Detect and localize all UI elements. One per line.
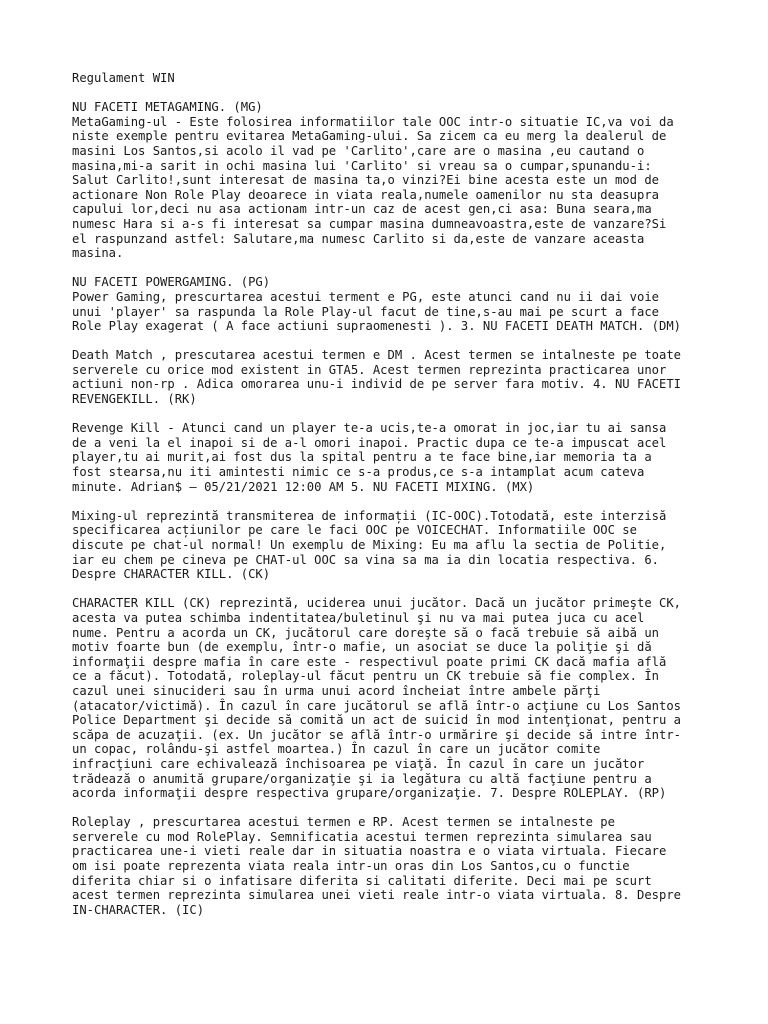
roleplay-section: [72, 815, 712, 917]
text-line: IN-CHARACTER. (IC): [72, 902, 205, 917]
deathmatch-section: [72, 348, 712, 406]
text-line: el raspunzand astfel: Salutare,ma numesc Carlito si da,este de vanzare aceasta: [72, 231, 645, 246]
text-line: Despre CHARACTER KILL. (CK): [72, 567, 271, 582]
text-line: de a veni la el inapoi si de a-l omori inapoi. Practic dupa ce te-a impuscat acel: [72, 435, 667, 450]
text-line: cazul unei sinucideri sau în urma unui acord încheiat între ambele părţi: [72, 683, 601, 698]
text-line: Death Match , prescutarea acestui termen e DM . Acest termen se intalneste pe toate: [72, 348, 682, 363]
text-line: iar eu chem pe cineva pe CHAT-ul OOC sa vina sa ma ia din locatia respectiva. 6.: [72, 552, 659, 567]
text-line: numesc Hara si a-s fi interesat sa cumpar masina dumneavoastra,este de vanzare?Si: [72, 216, 667, 231]
text-line: practicarea une-i vieti reale dar in situatia noastra e o viata virtuala. Fiecare: [72, 844, 667, 859]
text-line: trădează o anumită grupare/organizaţie şi ia legătura cu altă facţiune pentru a: [72, 771, 652, 786]
text-line: actiuni non-rp . Adica omorarea unu-i individ de pe server fara motiv. 4. NU FACETI: [72, 377, 682, 392]
text-line: motiv foarte bun (de exemplu, într-o mafie, un asociat se duce la poliţie şi dă: [72, 640, 652, 655]
text-line: masina,mi-a sarit in ochi masina lui 'Carlito' si vreau sa o cumpar,spunandu-i:: [72, 158, 652, 173]
metagaming-section: [72, 100, 712, 261]
text-line: Police Department şi decide să comită un act de suicid în mod intenţionat, pentru a: [72, 713, 682, 728]
text-line: minute. Adrian$ — 05/21/2021 12:00 AM 5. NU FACETI MIXING. (MX): [72, 479, 535, 494]
text-line: un copac, rolându-şi astfel moartea.) În cazul în care un jucător comite: [72, 742, 601, 757]
text-line: masini Los Santos,si acolo il vad pe 'Carlito',care are o masina ,eu cautand o: [72, 143, 645, 158]
text-line: Mixing-ul reprezintă transmiterea de informații (IC-OOC).Totodată, este interzisă: [72, 508, 667, 523]
text-line: ce a făcut). Totodată, roleplay-ul făcut pentru un CK trebuie să fie complex. În: [72, 669, 659, 684]
text-line: diferita chiar si o infatisare diferita si calitati diferite. Deci mai pe scurt: [72, 873, 652, 888]
text-line: actionare Non Role Play deoarece in viata reala,numele oamenilor nu sta deasupra: [72, 187, 659, 202]
text-line: acest termen reprezinta simularea unei vieti reale intr-o viata virtuala. 8. Despre: [72, 888, 682, 903]
mixing-section: [72, 509, 712, 582]
text-line: CHARACTER KILL (CK) reprezintă, uciderea unui jucător. Dacă un jucător primeşte CK,: [72, 596, 682, 611]
text-line: acorda informaţii despre respectiva grupare/organizaţie. 7. Despre ROLEPLAY. (RP): [72, 786, 667, 801]
text-line: fost stearsa,nu iti amintesti nimic ce s-a produs,ce s-a intamplat acum cateva: [72, 465, 645, 480]
text-line: serverele cu orice mod existent in GTA5. Acest termen reprezinta practicarea unor: [72, 362, 667, 377]
document-page: [72, 71, 712, 932]
text-line: Roleplay , prescurtarea acestui termen e RP. Acest termen se intalneste pe: [72, 815, 615, 830]
characterkill-section: [72, 596, 712, 800]
text-line: nume. Pentru a acorda un CK, jucătorul care doreşte să o facă trebuie să aibă un: [72, 625, 659, 640]
powergaming-section: [72, 275, 712, 333]
revengekill-section: [72, 421, 712, 494]
text-line: Role Play exagerat ( A face actiuni supraomenesti ). 3. NU FACETI DEATH MATCH. (DM): [72, 319, 682, 334]
text-line: informaţii despre mafia în care este - respectivul poate primi CK dacă mafia află: [72, 654, 667, 669]
text-line: unui 'player' sa raspunda la Role Play-ul facut de tine,s-au mai pe scurt a face: [72, 304, 659, 319]
text-line: REVENGEKILL. (RK): [72, 392, 197, 407]
text-line: infracţiuni care echivalează închisoarea pe viaţă. În cazul în care un jucător: [72, 756, 645, 771]
text-line: MetaGaming-ul - Este folosirea informatiilor tale OOC intr-o situatie IC,va voi da: [72, 114, 674, 129]
text-line: capului lor,deci nu asa actionam intr-un caz de acest gen,ci asa: Buna seara,ma: [72, 202, 652, 217]
text-line: (atacator/victimă). În cazul în care jucătorul se află într-o acţiune cu Los Santos: [72, 698, 682, 713]
text-line: Power Gaming, prescurtarea acestui terment e PG, este atunci cand nu ii dai voie: [72, 289, 659, 304]
text-line: NU FACETI POWERGAMING. (PG): [72, 275, 271, 290]
document-body: [72, 100, 712, 917]
text-line: Revenge Kill - Atunci cand un player te-a ucis,te-a omorat in joc,iar tu ai sansa: [72, 421, 667, 436]
text-line: NU FACETI METAGAMING. (MG): [72, 100, 263, 115]
text-line: specificarea acțiunilor pe care le faci OOC pe VOICECHAT. Informatiile OOC se: [72, 523, 637, 538]
text-line: om isi poate reprezenta viata reala intr-un oras din Los Santos,cu o functie: [72, 859, 630, 874]
text-line: player,tu ai murit,ai fost dus la spital pentru a te face bine,iar memoria ta a: [72, 450, 652, 465]
document-title: Regulament WIN: [72, 71, 175, 85]
text-line: Salut Carlito!,sunt interesat de masina ta,o vinzi?Ei bine acesta este un mod de: [72, 173, 659, 188]
text-line: masina.: [72, 246, 124, 261]
text-line: niste exemple pentru evitarea MetaGaming-ului. Sa zicem ca eu merg la dealerul de: [72, 129, 667, 144]
text-line: discute pe chat-ul normal! Un exemplu de Mixing: Eu ma aflu la sectia de Politie,: [72, 538, 667, 552]
text-line: serverele cu mod RolePlay. Semnificatia acestui termen reprezinta simularea sau: [72, 829, 652, 844]
text-line: scăpa de acuzaţii. (ex. Un jucător se află într-o urmărire şi decide să intre într-: [72, 727, 682, 742]
text-line: acesta va putea schimba indentitatea/buletinul şi nu va mai putea juca cu acel: [72, 610, 645, 625]
